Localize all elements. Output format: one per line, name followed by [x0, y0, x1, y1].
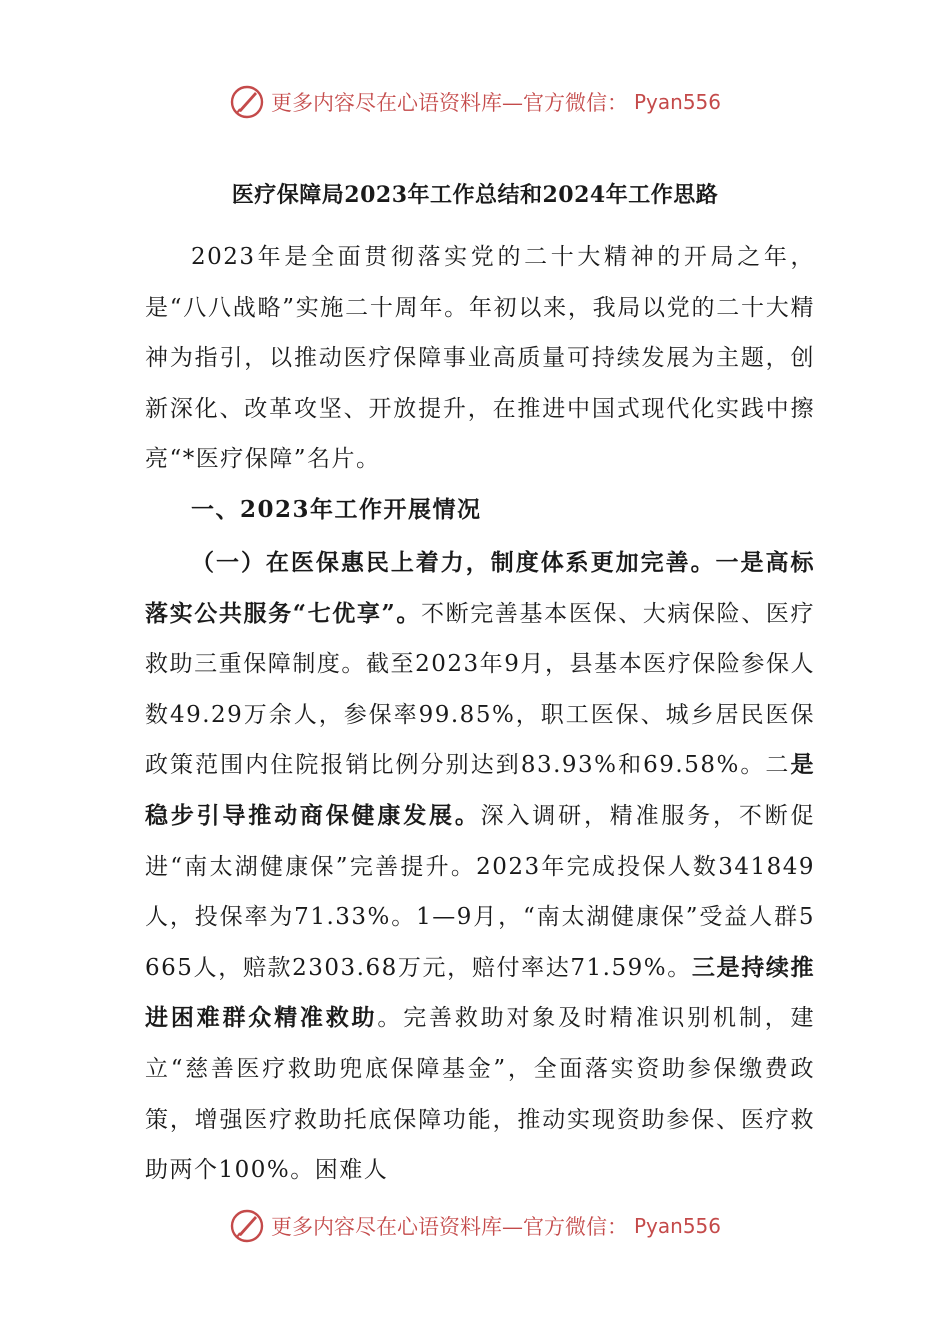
- watermark-footer: [0, 1208, 950, 1244]
- watermark-text: 更多内容尽在心语资料库—官方微信：: [270, 91, 628, 115]
- section1-text: [145, 538, 815, 1196]
- body-text-2: 深入调研，精准服务，不断促进“南太湖健康保”完善提升。2023年完成投保人数341849人，投保率为71.33%。1—9月，“南太湖健康保”受益人群5665人，赔款2303.68万元，赔付率达71.59%。: [145, 802, 816, 981]
- quill-pen-icon: [229, 84, 265, 120]
- bold-text-3: 三是持续推进困难群众精准救助: [145, 953, 815, 1032]
- section1-heading: 一、2023年工作开展情况: [191, 496, 482, 523]
- quill-pen-icon: [229, 1208, 265, 1244]
- watermark-header: [0, 84, 950, 120]
- watermark-handle: Pyan556: [633, 90, 721, 114]
- body-text-3: 。完善救助对象及时精准识别机制，建立“慈善医疗救助兜底保障基金”，全面落实资助参保缴费政策，增强医疗救助托底保障功能，推动实现资助参保、医疗救助两个100%。困难人: [145, 1005, 816, 1184]
- watermark-text: 更多内容尽在心语资料库—官方微信：: [270, 1215, 628, 1239]
- intro-paragraph: [145, 232, 815, 485]
- section-heading: [145, 485, 815, 536]
- intro-text: 2023年是全面贯彻落实党的二十大精神的开局之年，是“八八战略”实施二十周年。年初以来，我局以党的二十大精神为指引，以推动医疗保障事业高质量可持续发展为主题，创新深化、改革攻坚、开放提升，在推进中国式现代化实践中擦亮“*医疗保障”名片。: [145, 244, 815, 473]
- watermark-handle: Pyan556: [633, 1214, 721, 1238]
- lead-bold-text: （一）在医保惠民上着力，制度体系更加完善。一是高标落实公共服务“七优享”。: [145, 549, 815, 627]
- bold-text-2: 是稳步引导推动商保健康发展。: [145, 751, 815, 829]
- body-text-1: 不断完善基本医保、大病保险、医疗救助三重保障制度。截至2023年9月，县基本医疗保险参保人数49.29万余人，参保率99.85%，职工医保、城乡居民医保政策范围内住院报销比例分别达到83.93%和69.58%。二: [145, 600, 815, 779]
- section1-paragraph: [145, 538, 815, 1196]
- document-title: 医疗保障局2023年工作总结和2024年工作思路: [231, 182, 719, 208]
